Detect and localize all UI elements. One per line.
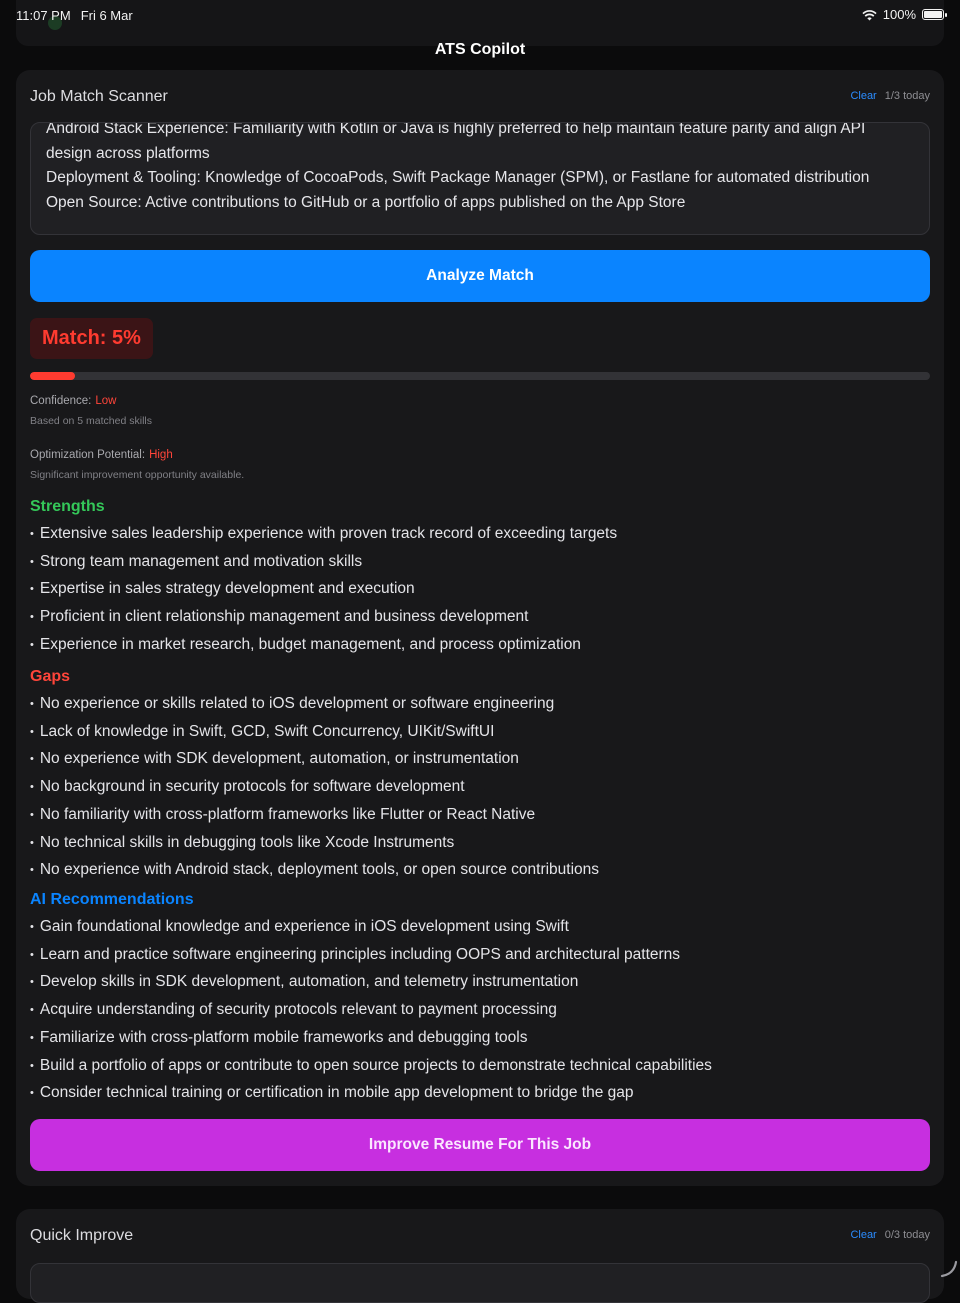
gap-item: • Lack of knowledge in Swift, GCD, Swift Concurrency, UIKit/SwiftUI [30,719,930,747]
card-header [30,86,930,108]
strength-item: • Proficient in client relationship management and business development [30,604,930,632]
gap-item: • No familiarity with cross-platform frameworks like Flutter or React Native [30,802,930,830]
confidence-line [30,395,116,407]
strength-item: • Experience in market research, budget management, and process optimization [30,632,930,660]
strengths-list [30,521,930,660]
gap-item: • No experience with Android stack, deployment tools, or open source contributions [30,857,930,885]
recommendation-item: • Build a portfolio of apps or contribute to open source projects to demonstrate technical capabilities [30,1053,930,1081]
recommendations-list [30,914,930,1108]
nav-title: ATS Copilot [434,41,526,58]
recommendation-item: • Consider technical training or certification in mobile app development to bridge the gap [30,1080,930,1108]
match-progress-bar [30,372,930,380]
status-time: 11:07 PM [16,8,71,23]
resize-grip-icon[interactable] [938,1258,958,1278]
recommendation-item: • Gain foundational knowledge and experience in iOS development using Swift [30,914,930,942]
strengths-title: Strengths [30,498,105,515]
gap-item: • No experience or skills related to iOS development or software engineering [30,691,930,719]
battery-percent: 100% [882,7,916,22]
quick-improve-header [30,1225,930,1247]
recommendation-item: • Develop skills in SDK development, automation, and telemetry instrumentation [30,969,930,997]
gap-item: • No technical skills in debugging tools like Xcode Instruments [30,830,930,858]
strength-item: • Expertise in sales strategy development and execution [30,576,930,604]
confidence-label: Confidence: [30,395,92,407]
quick-improve-title: Quick Improve [30,1227,134,1244]
gap-item: • No background in security protocols for software development [30,774,930,802]
match-progress-fill [30,372,75,380]
recommendations-section [30,891,930,1108]
recommendations-title: AI Recommendations [30,891,194,908]
optimization-line [30,449,173,461]
gaps-title: Gaps [30,668,71,685]
status-date: Fri 6 Mar [80,8,133,23]
card-title: Job Match Scanner [30,88,168,105]
gaps-section [30,668,930,885]
job-description-line: design across platforms [46,144,210,162]
job-description-line: Android Stack Experience: Familiarity with Kotlin or Java is highly preferred to help maintain feature parity and align API [46,122,866,137]
gap-item: • No experience with SDK development, automation, or instrumentation [30,746,930,774]
job-match-scanner-card [16,70,944,1186]
usage-counter: 1/3 today [884,90,930,102]
job-description-line: Deployment & Tooling: Knowledge of CocoaPods, Swift Package Manager (SPM), or Fastlane for automated distribution [46,169,870,186]
confidence-note: Based on 5 matched skills [30,415,152,427]
confidence-value: Low [95,395,117,407]
quick-usage-counter: 0/3 today [884,1229,930,1241]
battery-icon [922,9,944,20]
job-description-line: Open Source: Active contributions to GitHub or a portfolio of apps published on the App Store [46,193,686,211]
quick-clear-button[interactable]: Clear [850,1229,877,1241]
match-score-badge: Match: 5% [30,318,153,359]
optimization-note: Significant improvement opportunity available. [30,469,245,481]
job-description-input[interactable] [30,122,930,235]
optimization-value: High [149,449,173,461]
recommendation-item: • Acquire understanding of security protocols relevant to payment processing [30,997,930,1025]
analyze-match-button[interactable]: Analyze Match [30,250,930,302]
gaps-list [30,691,930,885]
recommendation-item: • Familiarize with cross-platform mobile frameworks and debugging tools [30,1025,930,1053]
wifi-icon [862,9,877,21]
strengths-section [30,498,930,660]
optimization-label: Optimization Potential: [30,449,146,461]
strength-item: • Extensive sales leadership experience with proven track record of exceeding targets [30,521,930,549]
improve-resume-button[interactable]: Improve Resume For This Job [30,1119,930,1171]
status-bar [0,0,960,32]
quick-improve-input[interactable] [30,1263,930,1303]
strength-item: • Strong team management and motivation skills [30,549,930,577]
recommendation-item: • Learn and practice software engineering principles including OOPS and architectural patterns [30,942,930,970]
job-description-text [46,122,914,215]
quick-improve-card [16,1209,944,1299]
clear-button[interactable]: Clear [850,90,877,102]
